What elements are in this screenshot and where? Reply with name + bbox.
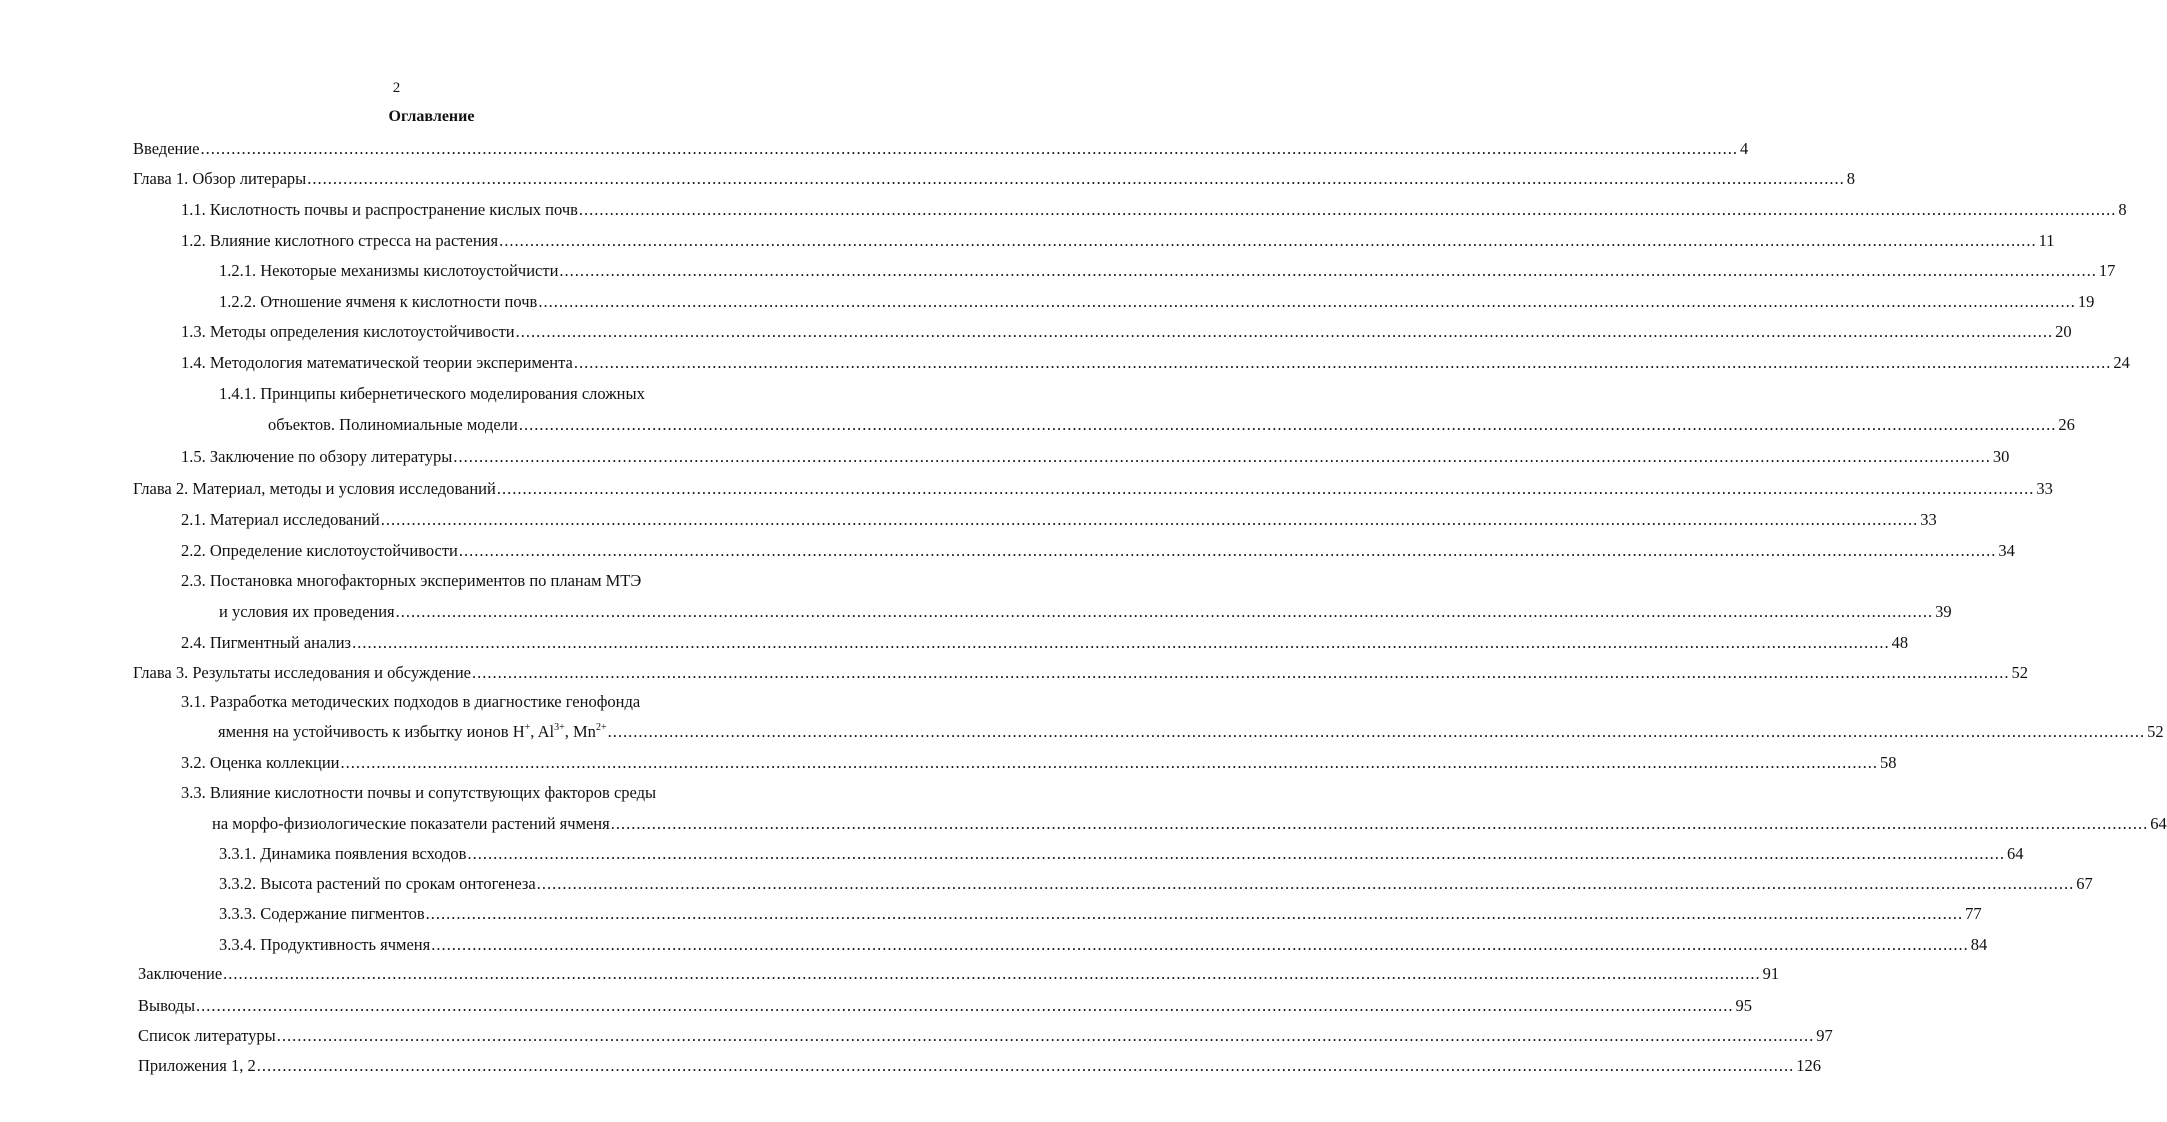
toc-dot-leader: ............................................................................................................................................................................................................................................................................................................ (256, 1056, 1795, 1075)
toc-entry (181, 230, 2055, 252)
toc-page-number: 48 (1891, 633, 1909, 652)
toc-page-number: 91 (1762, 964, 1780, 983)
toc-entry-line (181, 691, 711, 713)
toc-entry-text: и условия их проведения (219, 602, 395, 621)
toc-entry-text (218, 721, 607, 743)
toc-page-number: 11 (2038, 231, 2055, 250)
toc-entry (133, 478, 2053, 500)
toc-dot-leader: ............................................................................................................................................................................................................................................................................................................ (573, 353, 2112, 372)
toc-dot-leader: ............................................................................................................................................................................................................................................................................................................ (578, 200, 2117, 219)
toc-page-number: 52 (2011, 663, 2028, 682)
toc-dot-leader: ............................................................................................................................................................................................................................................................................................................ (559, 261, 2097, 280)
toc-page-number: 97 (1816, 1026, 1833, 1045)
toc-entry (181, 632, 1909, 654)
toc-dot-leader: ............................................................................................................................................................................................................................................................................................................ (395, 602, 1934, 621)
toc-entry (133, 662, 2028, 684)
toc-dot-leader: ............................................................................................................................................................................................................................................................................................................ (352, 633, 1890, 652)
toc-page-number: 84 (1970, 935, 1988, 954)
toc-page-number: 17 (2098, 261, 2116, 280)
toc-entry (138, 1055, 1821, 1077)
toc-page-number: 64 (2150, 814, 2167, 833)
toc-entry-text: 1.5. Заключение по обзору литературы (181, 447, 453, 466)
toc-entry-text: Глава 1. Обзор литерары (133, 169, 307, 188)
toc-page-number: 67 (2076, 874, 2093, 893)
toc-entry (133, 168, 1855, 190)
toc-page-number: 4 (1740, 139, 1749, 158)
toc-title: Оглавление (388, 108, 475, 125)
toc-entry-text: 3.3. Влияние кислотности почвы и сопутствующих факторов среды (181, 783, 657, 802)
ion-charge: 2+ (595, 722, 607, 733)
toc-dot-leader: ............................................................................................................................................................................................................................................................................................................ (518, 415, 2057, 434)
toc-entry (181, 509, 1937, 531)
toc-dot-leader: ............................................................................................................................................................................................................................................................................................................ (536, 874, 2075, 893)
toc-dot-leader: ............................................................................................................................................................................................................................................................................................................ (196, 996, 1734, 1015)
toc-entry-text: на морфо-физиологические показатели растений ячменя (212, 814, 610, 833)
toc-page-number: 26 (2058, 415, 2075, 434)
toc-dot-leader: ............................................................................................................................................................................................................................................................................................................ (200, 139, 1739, 158)
toc-dot-leader: ............................................................................................................................................................................................................................................................................................................ (458, 541, 1997, 560)
toc-entry-text: 1.2.1. Некоторые механизмы кислотоустойчисти (219, 261, 559, 280)
toc-dot-leader: ............................................................................................................................................................................................................................................................................................................ (425, 904, 1964, 923)
toc-page-number: 95 (1735, 996, 1753, 1015)
toc-entry-text: 1.4. Методология математической теории эксперимента (181, 353, 573, 372)
toc-dot-leader: ............................................................................................................................................................................................................................................................................................................ (380, 510, 1919, 529)
toc-entry (181, 446, 2010, 468)
toc-entry (212, 813, 2167, 835)
toc-page-number: 20 (2055, 322, 2072, 341)
toc-entry-text: объектов. Полиномиальные модели (268, 415, 518, 434)
toc-page-number: 58 (1880, 753, 1897, 772)
toc-entry (181, 752, 1897, 774)
toc-page-number: 8 (2118, 200, 2127, 219)
toc-entry (181, 321, 2072, 343)
toc-entry-text: Заключение (138, 964, 223, 983)
toc-entry (268, 414, 2075, 436)
toc-entry-text-part: ямення на устойчивость к избытку ионов H (218, 722, 525, 741)
toc-entry-text-part: , Mn (564, 722, 596, 741)
toc-page-number: 19 (2077, 292, 2095, 311)
toc-dot-leader: ............................................................................................................................................................................................................................................................................................................ (499, 231, 2037, 250)
page-number: 2 (392, 80, 401, 96)
toc-page-number: 64 (2006, 844, 2024, 863)
toc-entry-text: Список литературы (138, 1026, 276, 1045)
toc-entry (219, 843, 2024, 865)
toc-entry (133, 138, 1749, 160)
toc-dot-leader: ............................................................................................................................................................................................................................................................................................................ (467, 844, 2005, 863)
toc-entry-text: 2.1. Материал исследований (181, 510, 380, 529)
toc-entry (181, 199, 2127, 221)
toc-entry (219, 903, 1982, 925)
toc-dot-leader: ............................................................................................................................................................................................................................................................................................................ (453, 447, 1991, 466)
toc-entry-text: 1.2. Влияние кислотного стресса на растения (181, 231, 499, 250)
toc-entry (219, 291, 2095, 313)
toc-entry-text: Приложения 1, 2 (138, 1056, 256, 1075)
toc-dot-leader: ............................................................................................................................................................................................................................................................................................................ (276, 1026, 1815, 1045)
toc-entry-text: 1.2.2. Отношение ячменя к кислотности почв (219, 292, 538, 311)
toc-dot-leader: ............................................................................................................................................................................................................................................................................................................ (340, 753, 1878, 772)
toc-entry-text: Глава 3. Результаты исследования и обсуждение (133, 663, 471, 682)
toc-page-number: 24 (2113, 353, 2130, 372)
toc-entry-text: 2.3. Постановка многофакторных экспериментов по планам МТЭ (181, 571, 642, 590)
toc-entry (219, 934, 1988, 956)
toc-entry-text: 3.3.2. Высота растений по срокам онтогенеза (219, 874, 536, 893)
toc-entry-text: 3.3.4. Продуктивность ячменя (219, 935, 431, 954)
toc-dot-leader: ............................................................................................................................................................................................................................................................................................................ (515, 322, 2054, 341)
toc-dot-leader: ............................................................................................................................................................................................................................................................................................................ (307, 169, 1845, 188)
toc-entry-text: 2.2. Определение кислотоустойчивости (181, 541, 458, 560)
toc-entry-text: 3.2. Оценка коллекции (181, 753, 340, 772)
toc-page-number: 30 (1992, 447, 2010, 466)
toc-page-number: 126 (1796, 1056, 1821, 1075)
ion-charge: 3+ (554, 722, 565, 733)
toc-entry (219, 873, 2093, 895)
toc-dot-leader: ............................................................................................................................................................................................................................................................................................................ (431, 935, 1969, 954)
toc-entry (181, 540, 2015, 562)
toc-entry-text: Выводы (138, 996, 196, 1015)
toc-entry-text: Глава 2. Материал, методы и условия исследований (133, 479, 496, 498)
toc-page-number: 39 (1935, 602, 1952, 621)
toc-entry-line (219, 383, 727, 405)
toc-entry (219, 260, 2116, 282)
toc-entry-line (181, 570, 709, 592)
toc-entry-text: 3.3.1. Динамика появления всходов (219, 844, 467, 863)
toc-entry-text: Введение (133, 139, 200, 158)
toc-page-number: 33 (2036, 479, 2053, 498)
toc-entry (181, 352, 2130, 374)
toc-entry-text: 3.1. Разработка методических подходов в диагностике генофонда (181, 692, 641, 711)
toc-dot-leader: ............................................................................................................................................................................................................................................................................................................ (472, 663, 2010, 682)
toc-page-number: 34 (1998, 541, 2015, 560)
toc-entry-text: 3.3.3. Содержание пигментов (219, 904, 425, 923)
toc-entry-text: 2.4. Пигментный анализ (181, 633, 352, 652)
toc-dot-leader: ............................................................................................................................................................................................................................................................................................................ (610, 814, 2149, 833)
toc-entry (218, 721, 2164, 743)
toc-dot-leader: ............................................................................................................................................................................................................................................................................................................ (538, 292, 2076, 311)
toc-entry (138, 963, 1780, 985)
toc-entry (138, 1025, 1833, 1047)
toc-entry-line (181, 782, 711, 804)
toc-page-number: 77 (1965, 904, 1982, 923)
ion-charge: + (524, 722, 531, 733)
toc-page-number: 8 (1846, 169, 1855, 188)
toc-entry-text: 1.1. Кислотность почвы и распространение кислых почв (181, 200, 578, 219)
toc-dot-leader: ............................................................................................................................................................................................................................................................................................................ (496, 479, 2035, 498)
toc-entry-text: 1.4.1. Принципы кибернетического моделирования сложных (219, 384, 645, 403)
toc-dot-leader: ............................................................................................................................................................................................................................................................................................................ (607, 722, 2146, 741)
toc-entry (138, 995, 1753, 1017)
toc-page-number: 52 (2147, 722, 2164, 741)
toc-entry-text-part: , Al (530, 722, 555, 741)
toc-entry-text: 1.3. Методы определения кислотоустойчивости (181, 322, 515, 341)
toc-page-number: 33 (1920, 510, 1937, 529)
toc-entry (219, 601, 1952, 623)
toc-dot-leader: ............................................................................................................................................................................................................................................................................................................ (223, 964, 1761, 983)
